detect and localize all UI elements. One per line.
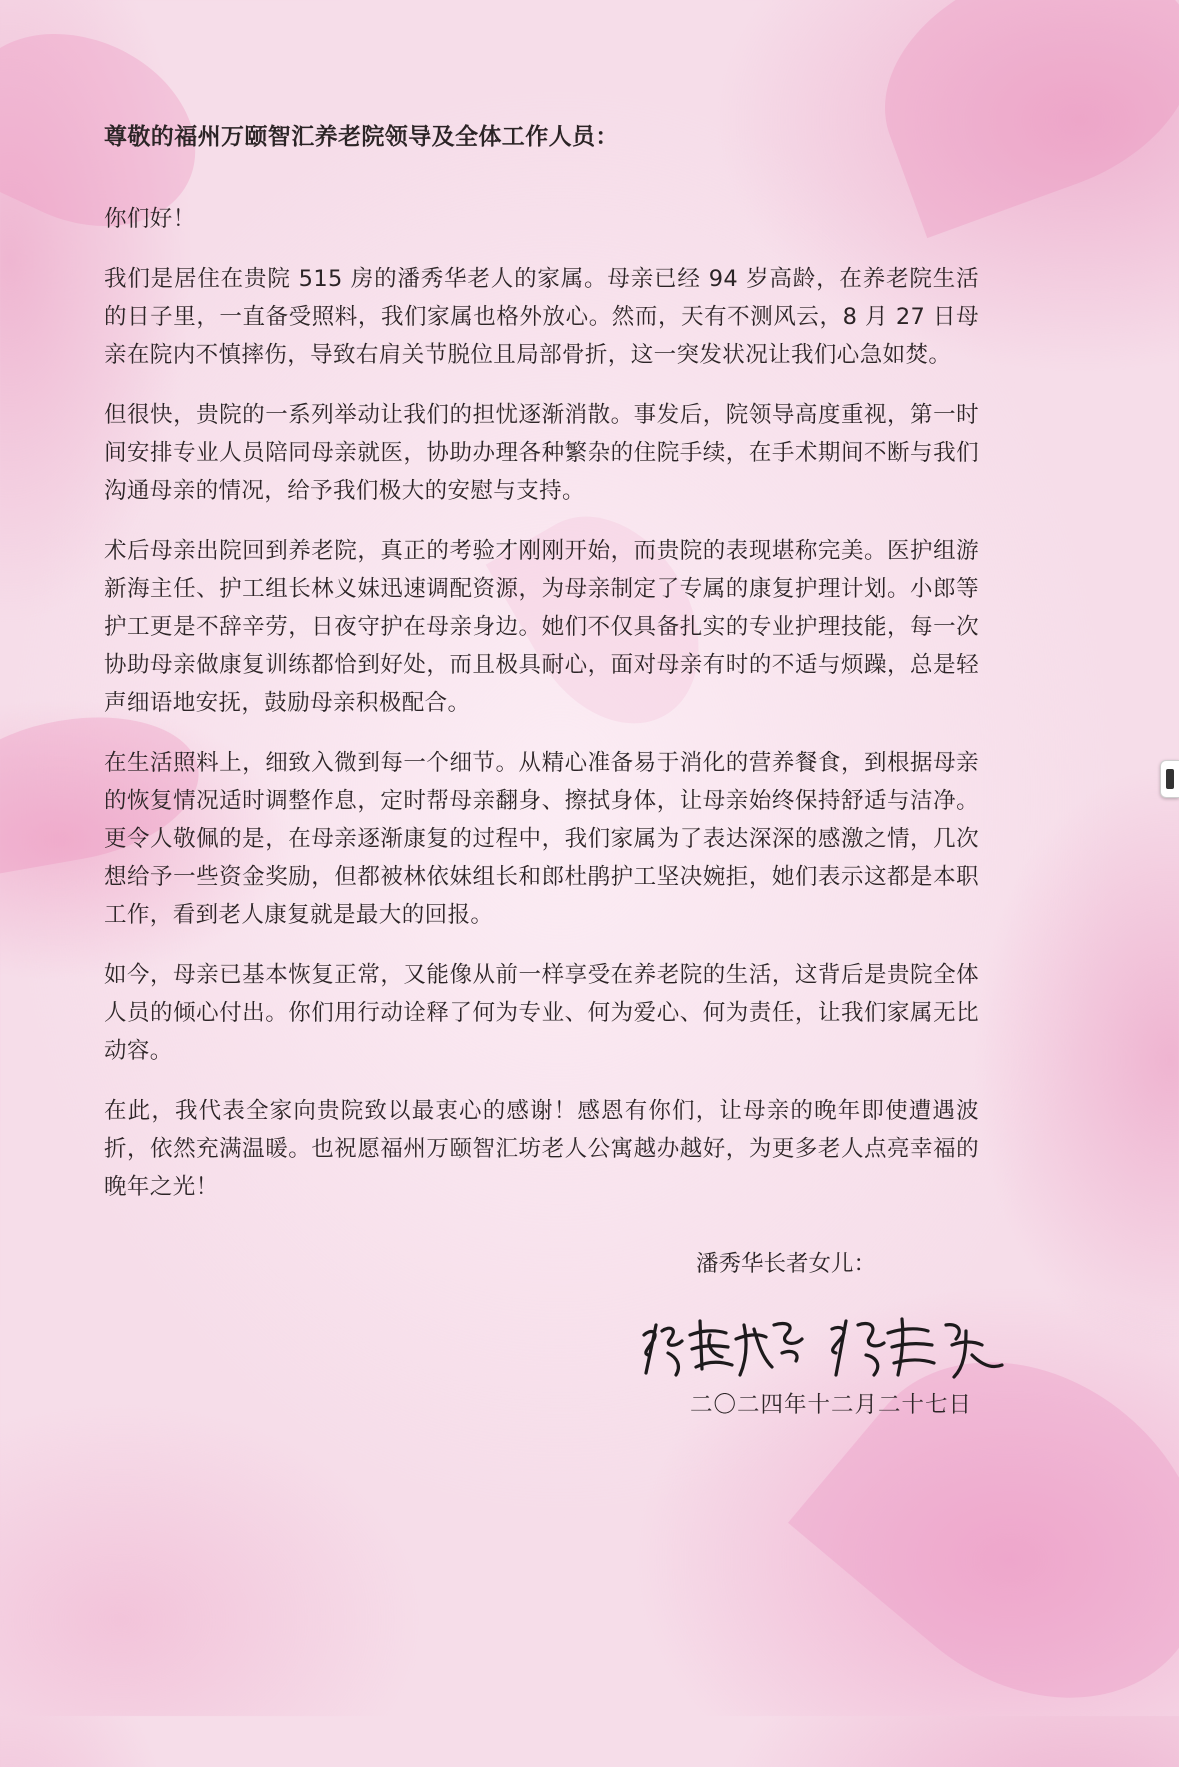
letter-date: 二〇二四年十二月二十七日 bbox=[690, 1392, 973, 1418]
signature-names: 张春梅 张春光 bbox=[636, 1295, 643, 1296]
letter-closing: 潘秀华长者女儿： bbox=[696, 1251, 877, 1277]
letter-paragraph: 在此，我代表全家向贵院致以最衷心的感谢！感恩有你们，让母亲的晚年即使遭遇波折，依然充满温暖。也祝愿福州万颐智汇坊老人公寓越办越好，为更多老人点亮幸福的晚年之光！ bbox=[104, 1098, 979, 1200]
letter-greeting: 你们好！ bbox=[104, 206, 196, 232]
letter-paragraph: 我们是居住在贵院 515 房的潘秀华老人的家属。母亲已经 94 岁高龄，在养老院生活的日子里，一直备受照料，我们家属也格外放心。然而，天有不测风云，8 月 27 日母亲在院内不慎摔伤，导致右肩关节脱位且局部骨折，这一突发状况让我们心急如焚。 bbox=[104, 266, 979, 368]
handwritten-signature bbox=[636, 1295, 1006, 1385]
letter-paragraph: 在生活照料上，细致入微到每一个细节。从精心准备易于消化的营养餐食，到根据母亲的恢复情况适时调整作息，定时帮母亲翻身、擦拭身体，让母亲始终保持舒适与洁净。更令人敬佩的是，在母亲逐渐康复的过程中，我们家属为了表达深深的感激之情，几次想给予一些资金奖励，但都被林依妹组长和郎杜鹃护工坚决婉拒，她们表示这都是本职工作，看到老人康复就是最大的回报。 bbox=[104, 750, 979, 928]
floating-toggle-icon bbox=[1166, 769, 1174, 789]
letter-body bbox=[104, 118, 979, 1206]
letter-paragraph: 如今，母亲已基本恢复正常，又能像从前一样享受在养老院的生活，这背后是贵院全体人员的倾心付出。你们用行动诠释了何为专业、何为爱心、何为责任，让我们家属无比动容。 bbox=[104, 962, 979, 1064]
letter-salutation: 尊敬的福州万颐智汇养老院领导及全体工作人员： bbox=[104, 124, 619, 150]
letter-paragraph: 术后母亲出院回到养老院，真正的考验才刚刚开始，而贵院的表现堪称完美。医护组游新海主任、护工组长林义妹迅速调配资源，为母亲制定了专属的康复护理计划。小郎等护工更是不辞辛劳，日夜守护在母亲身边。她们不仅具备扎实的专业护理技能，每一次协助母亲做康复训练都恰到好处，而且极具耐心，面对母亲有时的不适与烦躁，总是轻声细语地安抚，鼓励母亲积极配合。 bbox=[104, 538, 979, 716]
floating-toggle-button[interactable] bbox=[1160, 760, 1179, 798]
letter-paragraph: 但很快，贵院的一系列举动让我们的担忧逐渐消散。事发后，院领导高度重视，第一时间安排专业人员陪同母亲就医，协助办理各种繁杂的住院手续，在手术期间不断与我们沟通母亲的情况，给予我们极大的安慰与支持。 bbox=[104, 402, 979, 504]
